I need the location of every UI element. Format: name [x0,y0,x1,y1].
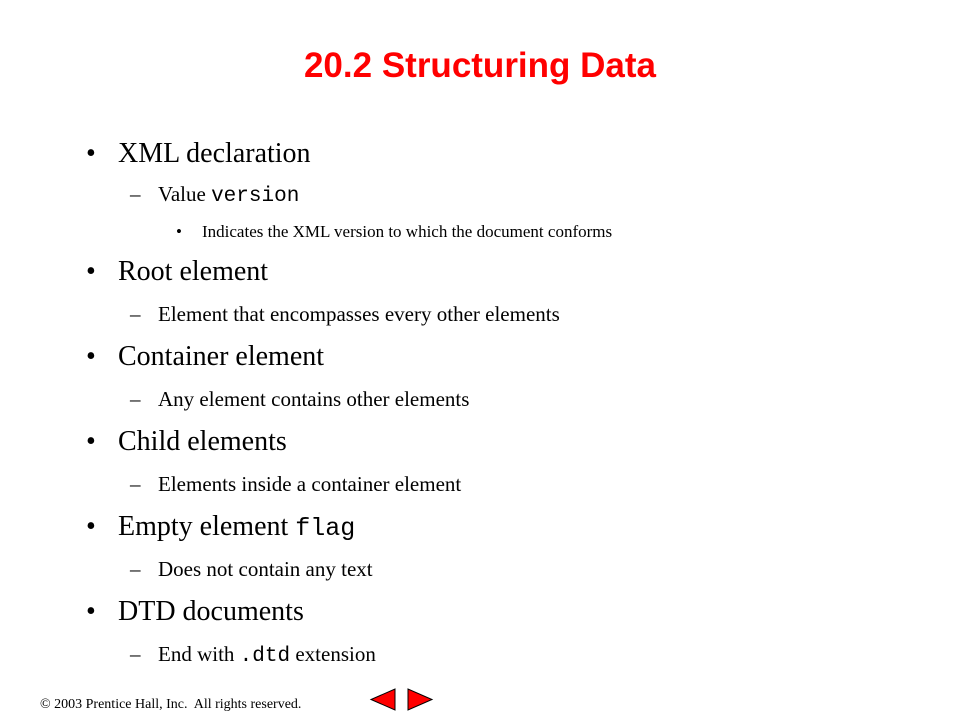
sub-bullet-empty [130,556,373,582]
sub-bullet-text: Any element contains other elements [158,387,470,411]
code-version: version [211,185,300,208]
bullet-text: Child elements [118,426,287,457]
sub-bullet-dash: – [130,302,141,326]
bullet-container-element [86,340,324,374]
sub-bullet-value-version [130,181,299,210]
previous-slide-button[interactable] [367,687,398,712]
copyright-text: 2003 Prentice Hall, Inc. All rights reserved. [50,697,302,712]
right-arrow-icon [405,687,436,712]
bullet-text: Root element [118,256,269,287]
code-flag: flag [295,514,356,543]
bullet-dot: • [86,341,96,372]
sub-sub-bullet-xml-version [176,221,612,243]
sub-sub-bullet-text: Indicates the XML version to which the document conforms [202,222,613,241]
sub-bullet-dash: – [130,182,141,206]
bullet-child-elements [86,425,287,459]
bullet-dot: • [86,426,96,457]
bullet-text: Container element [118,341,325,372]
slide-title: 20.2 Structuring Data [303,46,657,85]
code-dtd: .dtd [239,645,291,668]
sub-bullet-text-after: extension [290,642,376,666]
sub-bullet-child [130,471,461,497]
bullet-xml-declaration [86,137,311,171]
bullet-dot: • [86,256,96,287]
sub-bullet-text: Value [158,182,212,206]
bullet-empty-element [86,510,355,546]
sub-bullet-text: Elements inside a container element [158,472,462,496]
sub-bullet-dtd [130,641,376,670]
bullet-dtd-documents [86,595,304,629]
sub-bullet-dash: – [130,642,141,666]
sub-sub-bullet-dot: • [176,222,182,241]
bullet-dot: • [86,596,96,627]
sub-bullet-root [130,301,560,327]
sub-bullet-dash: – [130,387,141,411]
sub-bullet-text: End with [158,642,240,666]
bullet-root-element [86,255,268,289]
next-slide-button[interactable] [405,687,436,712]
bullet-dot: • [86,511,96,542]
copyright-footer [40,695,301,715]
left-arrow-icon [367,687,398,712]
sub-bullet-container [130,386,469,412]
sub-bullet-dash: – [130,472,141,496]
sub-bullet-text: Does not contain any text [158,557,373,581]
copyright-symbol: © [40,697,51,712]
sub-bullet-text: Element that encompasses every other elements [158,302,560,326]
sub-bullet-dash: – [130,557,141,581]
bullet-text: XML declaration [118,138,311,169]
bullet-dot: • [86,138,96,169]
bullet-text: DTD documents [118,596,304,627]
bullet-text: Empty element [118,511,296,542]
